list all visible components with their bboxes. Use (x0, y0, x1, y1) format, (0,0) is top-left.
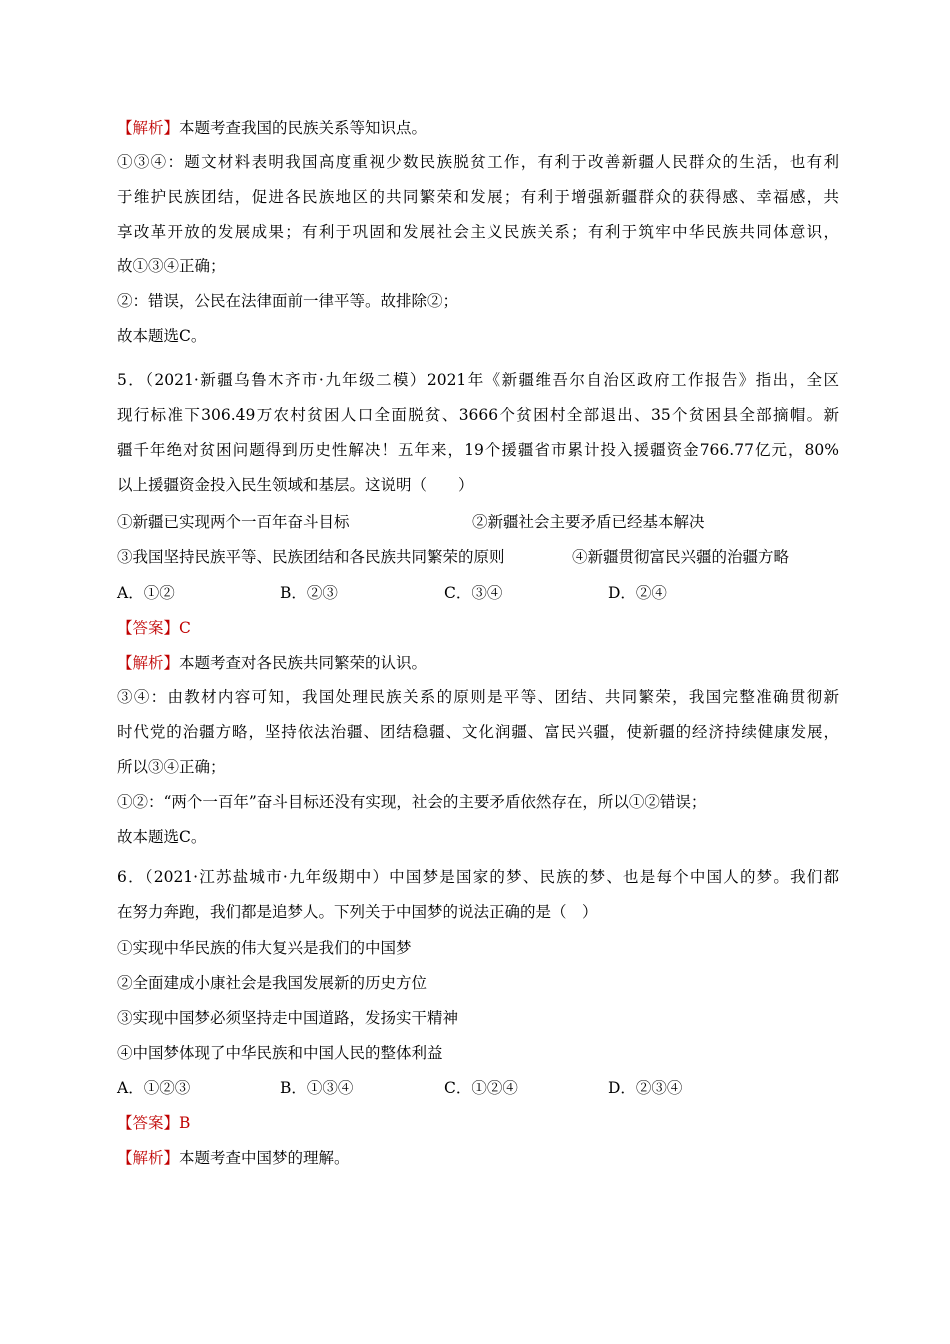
q5-analysis-body: 时代党的治疆方略，坚持依法治疆、团结稳疆、文化润疆、富民兴疆，使新疆的经济持续健康发展， (117, 723, 839, 741)
q5-statement-4: ④新疆贯彻富民兴疆的治疆方略 (572, 548, 790, 566)
q5-statement-3: ③我国坚持民族平等、民族团结和各民族共同繁荣的原则 (117, 548, 505, 566)
question-5-stem: 现行标准下306.49万农村贫困人口全面脱贫、3666个贫困村全部退出、35个贫困县全部摘帽。新 (117, 406, 839, 424)
q6-option-b: B．①③④ (280, 1079, 354, 1097)
q5-analysis-line (117, 652, 427, 674)
q6-statement-2: ②全面建成小康社会是我国发展新的历史方位 (117, 974, 428, 992)
analysis-body-line: 享改革开放的发展成果；有利于巩固和发展社会主义民族关系；有利于筑牢中华民族共同体意识， (117, 223, 839, 241)
answer-value: B (179, 1114, 191, 1132)
analysis-tag: 【解析】 (117, 119, 180, 137)
analysis-body-line: ②：错误，公民在法律面前一律平等。故排除②； (117, 292, 459, 310)
q6-statement-3: ③实现中国梦必须坚持走中国道路，发扬实干精神 (117, 1009, 459, 1027)
analysis-tag: 【解析】 (117, 654, 180, 672)
answer-value: C (179, 619, 191, 637)
question-5-stem: 以上援疆资金投入民生领域和基层。这说明（ ） (117, 476, 474, 494)
q5-analysis-body: ①②：“两个一百年”奋斗目标还没有实现，社会的主要矛盾依然存在，所以①②错误； (117, 793, 707, 811)
q5-option-a: A．①② (117, 584, 175, 602)
q5-option-b: B．②③ (280, 584, 338, 602)
question-6-stem: 在努力奔跑，我们都是追梦人。下列关于中国梦的说法正确的是（ ） (117, 903, 598, 921)
q6-option-d: D．②③④ (608, 1079, 683, 1097)
q5-analysis-body: ③④：由教材内容可知，我国处理民族关系的原则是平等、团结、共同繁荣，我国完整准确贯彻新 (117, 688, 839, 706)
question-5-stem: 疆千年绝对贫困问题得到历史性解决！五年来，19个援疆省市累计投入援疆资金766.77亿元，80% (117, 441, 839, 459)
q6-option-a: A．①②③ (117, 1079, 191, 1097)
analysis-text: 本题考查我国的民族关系等知识点。 (179, 119, 428, 137)
analysis-text: 本题考查中国梦的理解。 (179, 1149, 350, 1167)
q6-option-c: C．①②④ (444, 1079, 518, 1097)
q6-answer-line (117, 1112, 190, 1134)
q5-analysis-body: 所以③④正确； (117, 758, 226, 776)
q5-option-d: D．②④ (608, 584, 667, 602)
q5-answer-line (117, 617, 191, 639)
q5-analysis-conclusion: 故本题选C。 (117, 828, 207, 846)
q6-statement-1: ①实现中华民族的伟大复兴是我们的中国梦 (117, 939, 412, 957)
question-5-stem: 5．（2021·新疆乌鲁木齐市·九年级二模）2021年《新疆维吾尔自治区政府工作报告》指出，全区 (117, 371, 839, 389)
q5-option-c: C．③④ (444, 584, 503, 602)
answer-tag: 【答案】 (117, 1114, 180, 1132)
question-6-stem: 6．（2021·江苏盐城市·九年级期中）中国梦是国家的梦、民族的梦、也是每个中国人的梦。我们都 (117, 868, 839, 886)
analysis-tag: 【解析】 (117, 1149, 180, 1167)
analysis-body-line: 于维护民族团结，促进各民族地区的共同繁荣和发展；有利于增强新疆群众的获得感、幸福感，共 (117, 188, 839, 206)
analysis-body-line: ①③④：题文材料表明我国高度重视少数民族脱贫工作，有利于改善新疆人民群众的生活，也有利 (117, 153, 839, 171)
q5-statement-1: ①新疆已实现两个一百年奋斗目标 (117, 513, 350, 531)
q5-statement-2: ②新疆社会主要矛盾已经基本解决 (472, 513, 705, 531)
q6-analysis-line (117, 1147, 350, 1169)
analysis-body-line: 故①③④正确； (117, 257, 226, 275)
answer-tag: 【答案】 (117, 619, 180, 637)
analysis-conclusion: 故本题选C。 (117, 327, 207, 345)
analysis-line (117, 117, 427, 139)
q6-statement-4: ④中国梦体现了中华民族和中国人民的整体利益 (117, 1044, 443, 1062)
analysis-text: 本题考查对各民族共同繁荣的认识。 (179, 654, 428, 672)
